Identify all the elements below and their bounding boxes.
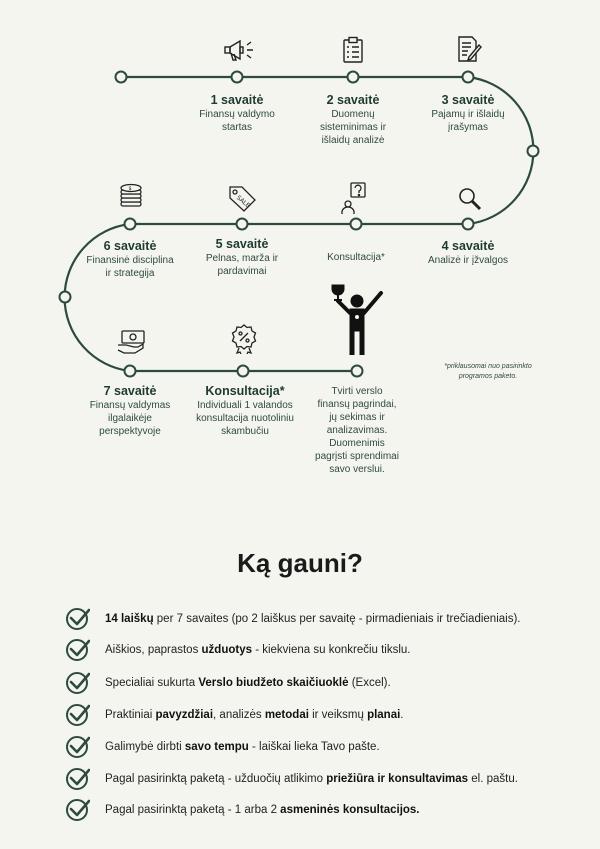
- magnifier-icon: [457, 186, 483, 212]
- timeline-node-week7: [124, 365, 137, 378]
- benefit-item: [66, 671, 391, 695]
- timeline-node-start: [115, 71, 128, 84]
- step-week2: [298, 93, 408, 147]
- benefit-text-part: .: [400, 709, 404, 721]
- step-desc: Finansų valdymo startas: [199, 109, 275, 133]
- benefit-text-part: Pagal pasirinktą paketą - 1 arba 2: [105, 804, 281, 816]
- timeline-node-week1: [231, 71, 244, 84]
- benefit-text-bold: pavyzdžiai: [155, 709, 214, 721]
- step-week6: [70, 239, 190, 280]
- step-consultation: [301, 251, 411, 264]
- check-circle-icon: [66, 671, 90, 695]
- step-title: 7 savaitė: [103, 384, 157, 398]
- benefit-text-bold: priežiūra ir konsultavimas: [326, 773, 469, 785]
- benefit-text-bold: metodai: [264, 709, 309, 721]
- timeline-node-week3: [462, 71, 475, 84]
- check-circle-icon: [66, 798, 90, 822]
- benefit-text: [105, 644, 411, 656]
- benefit-text-bold: savo tempu: [184, 741, 249, 753]
- benefit-text-part: ir veiksmų: [308, 709, 368, 721]
- section-heading: Ką gauni?: [237, 548, 363, 578]
- benefit-text-part: (Excel).: [348, 677, 391, 689]
- step-desc: Finansinė disciplina ir strategija: [86, 255, 174, 279]
- timeline-node-curve-right: [527, 145, 540, 158]
- step-title: 2 savaitė: [326, 93, 380, 107]
- benefit-text-part: Pagal pasirinktą paketą - užduočių atlikimo: [105, 773, 327, 785]
- benefit-text-bold: 14 laiškų: [105, 613, 154, 625]
- timeline-node-week4: [462, 218, 475, 231]
- step-title: Konsultacija*: [205, 384, 285, 398]
- benefit-text: [105, 677, 391, 689]
- step-title: 1 savaitė: [210, 93, 264, 107]
- percent-badge-icon: [231, 324, 257, 354]
- benefit-text-part: - kiekviena su konkrečiu tikslu.: [252, 644, 411, 656]
- step-desc: Duomenų sisteminimas ir išlaidų analizė: [319, 109, 387, 146]
- benefit-text-part: , analizės: [213, 709, 265, 721]
- step-week5: [182, 237, 302, 278]
- timeline-node-consult2: [237, 365, 250, 378]
- benefit-text-bold: planai: [367, 709, 401, 721]
- question-person-icon: [338, 181, 368, 215]
- benefit-text: [105, 804, 420, 816]
- benefit-item: [66, 638, 411, 662]
- benefit-item: [66, 735, 380, 759]
- step-title: 6 savaitė: [103, 239, 157, 253]
- step-week1: [182, 93, 292, 134]
- timeline-node-week6: [124, 218, 137, 231]
- benefit-text: [105, 613, 520, 625]
- step-desc: Finansų valdymas ilgalaikėje perspektyvoje: [89, 400, 171, 437]
- step-title: 3 savaitė: [441, 93, 495, 107]
- step-desc: Individuali 1 valandos konsultacija nuotoliniu skambučiu: [196, 400, 294, 437]
- benefit-text-part: Aiškios, paprastos: [105, 644, 202, 656]
- svg-text:SALE: SALE: [234, 194, 252, 210]
- step-result: [302, 385, 412, 476]
- benefit-text-bold: asmeninės konsultacijos.: [280, 804, 420, 816]
- footnote: *priklausomai nuo pasirinkto programos paketo.: [444, 363, 532, 380]
- timeline-node-end: [351, 365, 364, 378]
- timeline-node-curve-left: [59, 291, 72, 304]
- benefit-item: [66, 703, 404, 727]
- check-circle-icon: [66, 607, 90, 631]
- benefit-text: [105, 773, 518, 785]
- step-consultation-individual: [185, 384, 305, 438]
- winner-trophy-icon: [326, 279, 388, 357]
- step-desc: Tvirti verslo finansų pagrindai, jų sekimas ir analizavimas. Duomenimis pagrįsti sprendimai savo verslui.: [315, 386, 399, 475]
- step-desc: Analizė ir įžvalgos: [427, 255, 509, 266]
- benefit-text-part: Praktiniai: [105, 709, 156, 721]
- coins-icon: [117, 182, 145, 210]
- money-hand-icon: [116, 329, 146, 355]
- timeline-node-week2: [347, 71, 360, 84]
- benefit-text-part: per 7 savaites (po 2 laiškus per savaitę - pirmadieniais ir trečiadieniais).: [153, 613, 521, 625]
- benefit-text-part: el. paštu.: [468, 773, 518, 785]
- step-title: 5 savaitė: [215, 237, 269, 251]
- sale-tag-icon: [226, 183, 258, 213]
- megaphone-icon: [222, 38, 256, 62]
- svg-text:$: $: [128, 186, 132, 192]
- step-title: 4 savaitė: [441, 239, 495, 253]
- benefit-text: [105, 709, 404, 721]
- benefit-item: [66, 607, 520, 631]
- benefit-text-bold: Verslo biudžeto skaičiuoklė: [198, 677, 349, 689]
- benefit-text-bold: užduotys: [201, 644, 252, 656]
- timeline-node-week5: [236, 218, 249, 231]
- step-week3: [413, 93, 523, 134]
- check-circle-icon: [66, 638, 90, 662]
- benefit-item: [66, 767, 518, 791]
- check-circle-icon: [66, 735, 90, 759]
- step-desc: Pelnas, marža ir pardavimai: [205, 253, 279, 277]
- check-circle-icon: [66, 767, 90, 791]
- benefit-text-part: Specialiai sukurta: [105, 677, 199, 689]
- step-week7: [70, 384, 190, 438]
- benefit-text-part: - laiškai lieka Tavo pašte.: [248, 741, 380, 753]
- clipboard-icon: [341, 36, 365, 64]
- document-pen-icon: [455, 35, 483, 63]
- timeline-node-consult1: [350, 218, 363, 231]
- check-circle-icon: [66, 703, 90, 727]
- benefit-item: [66, 798, 420, 822]
- benefit-text-part: Galimybė dirbti: [105, 741, 185, 753]
- step-desc: Konsultacija*: [327, 252, 385, 263]
- step-desc: Pajamų ir išlaidų įrašymas: [431, 109, 505, 133]
- step-week4: [408, 239, 528, 267]
- benefit-text: [105, 741, 380, 753]
